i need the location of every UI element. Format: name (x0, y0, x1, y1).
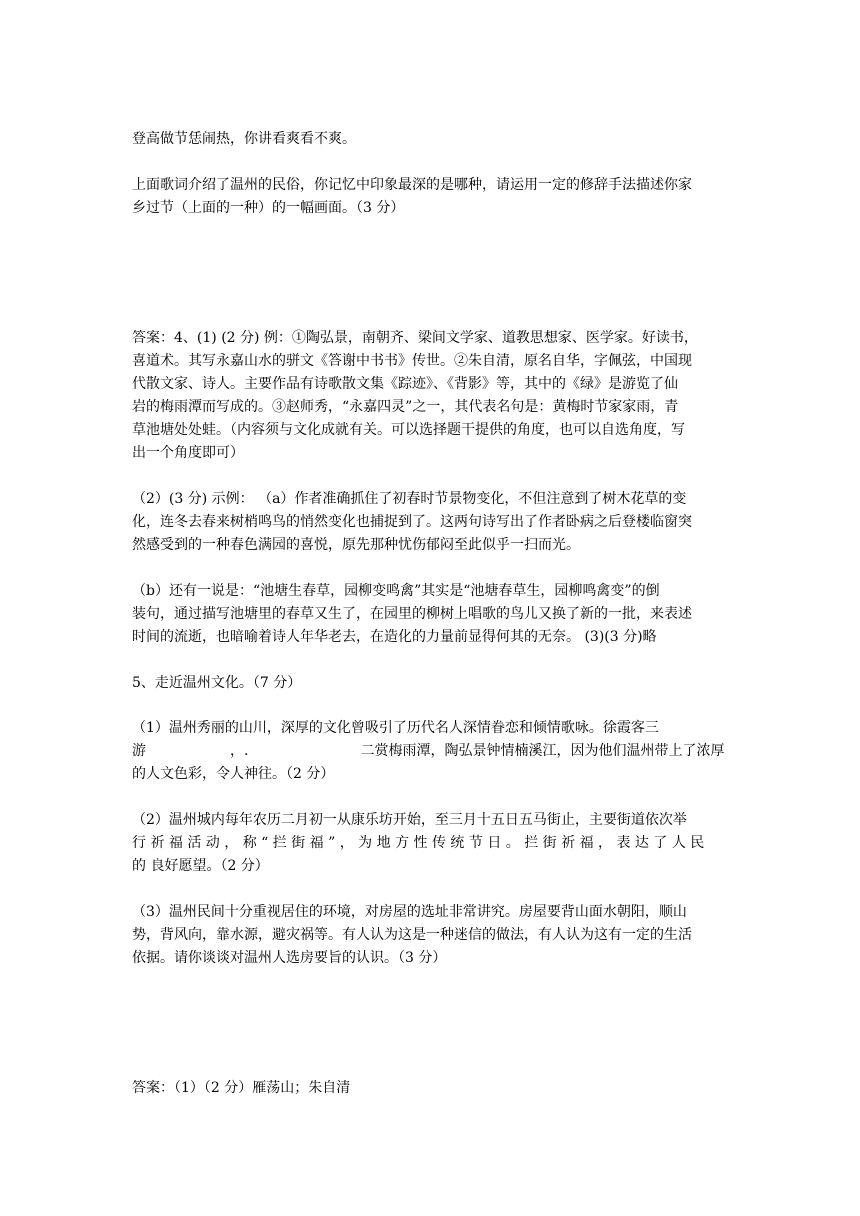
text-line: 草池塘处处蛙。（内容须与文化成就有关。可以选择题干提供的角度，也可以自选角度，写 (132, 422, 685, 438)
text-line: （1）温州秀丽的山川，深厚的文化曾吸引了历代名人深情眷恋和倾情歌咏。徐霞客三 (132, 720, 659, 736)
text-line: 出一个角度即可） (132, 445, 244, 461)
text-fragment: ，. (230, 743, 249, 759)
song-lyric-line (132, 128, 732, 151)
text-line: 5、走近温州文化。（7 分） (132, 675, 302, 691)
text-line: 的人文色彩，令人神往。（2 分） (132, 766, 335, 782)
text-line: 行 祈 福 活 动 ， 称 “ 拦 街 福 ” ， 为 地 方 性 传 统 节 日 。 拦 街 祈 福 ， 表 达 了 人 民 (132, 835, 705, 851)
text-line: （b）还有一说是：“池塘生春草，园柳变鸣禽”其实是“池塘春草生，园柳鸣禽变”的倒 (132, 583, 660, 599)
answer-4-part-2a (132, 488, 732, 557)
text-line: 依据。请你谈谈对温州人选房要旨的认识。（3 分） (132, 950, 447, 966)
text-line (132, 740, 732, 763)
text-line: 答案：4、(1) (2 分) 例：①陶弘景，南朝齐、梁间文学家、道教思想家、医学家。好读书， (132, 330, 698, 346)
text-line: 装句，通过描写池塘里的春草又生了，在园里的柳树上唱歌的鸟儿又换了新的一批，来表述 (132, 606, 692, 622)
answer-4-part-1 (132, 327, 732, 465)
text-line: 的 良好愿望。（2 分） (132, 858, 269, 874)
text-line: 乡过节（上面的一种）的一幅画面。（3 分） (132, 200, 405, 216)
answer-4-part-2b (132, 580, 732, 649)
text-line: 势，背风向，靠水源，避灾祸等。有人认为这是一种迷信的做法，有人认为这有一定的生活 (132, 927, 692, 943)
question-5-part-3 (132, 901, 732, 970)
text-line: （2）温州城内每年农历二月初一从康乐坊开始，至三月十五日五马街止，主要街道依次举 (132, 812, 687, 828)
text-line: 喜道术。其写永嘉山水的骈文《答谢中书书》传世。②朱自清，原名自华，字佩弦，中国现 (132, 353, 692, 369)
text-line: （2）(3 分) 示例： （a）作者准确抓住了初春时节景物变化，不但注意到了树木花草的变 (132, 491, 687, 507)
question-5-heading (132, 672, 732, 695)
text-line: 然感受到的一种春色满园的喜悦，原先那种忧伤郁闷至此似乎一扫而光。 (132, 537, 580, 553)
text-line: 岩的梅雨潭而写成的。③赵师秀，“永嘉四灵”之一，其代表名句是：黄梅时节家家雨，青 (132, 399, 679, 415)
text-line: 化，连冬去春来树梢鸣鸟的悄然变化也捕捉到了。这两句诗写出了作者卧病之后登楼临窗突 (132, 514, 692, 530)
text-line: 时间的流逝，也暗喻着诗人年华老去，在造化的力量前显得何其的无奈。 (3)(3 分)略 (132, 629, 657, 645)
text-line: 答案：（1）（2 分）雁荡山；朱自清 (132, 1080, 351, 1096)
question-folk-custom (132, 174, 732, 220)
question-5-part-1 (132, 717, 732, 786)
text-fragment: 二赏梅雨潭，陶弘景钟情楠溪江，因为他们温州带上了浓厚 (360, 743, 725, 759)
text-line: 登高做节恁闹热，你讲看爽看不爽。 (132, 131, 356, 147)
text-line: 代散文家、诗人。主要作品有诗歌散文集《踪迹》、《背影》等，其中的《绿》是游览了仙 (132, 376, 678, 392)
question-5-part-2 (132, 809, 732, 878)
answer-5 (132, 1077, 732, 1100)
text-line: 上面歌词介绍了温州的民俗，你记忆中印象最深的是哪种，请运用一定的修辞手法描述你家 (132, 177, 692, 193)
text-line: （3）温州民间十分重视居住的环境，对房屋的选址非常讲究。房屋要背山面水朝阳，顺山 (132, 904, 687, 920)
text-fragment: 游 (132, 743, 146, 759)
